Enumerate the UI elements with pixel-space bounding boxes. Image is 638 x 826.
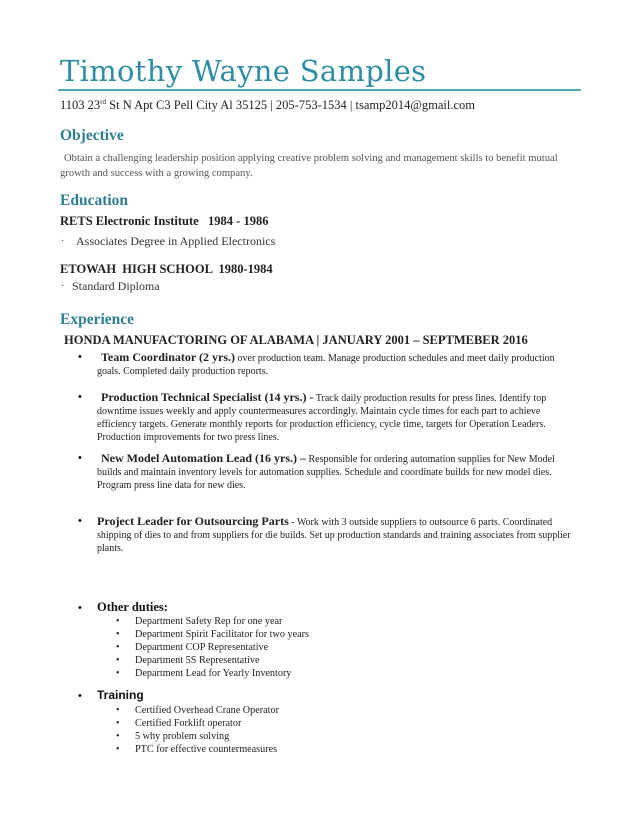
list-item: • Department Lead for Yearly Inventory	[116, 667, 309, 680]
education-detail-2: Standard Diploma	[72, 279, 160, 293]
experience-heading: Experience	[60, 311, 135, 328]
job-title: Team Coordinator (2 yrs.)	[101, 350, 235, 364]
contact-info	[60, 98, 475, 113]
education-heading: Education	[60, 192, 129, 209]
list-item: • PTC for effective countermeasures	[116, 743, 279, 756]
job-title: New Model Automation Lead (16 yrs.) –	[101, 451, 306, 465]
job-description: over production team. Manage production schedules and meet daily production goals. Completed daily production reports.	[97, 353, 555, 377]
education-school-1: RETS Electronic Institute 1984 - 1986	[60, 214, 269, 228]
list-item: • 5 why problem solving	[116, 730, 279, 743]
job-title: Project Leader for Outsourcing Parts	[97, 514, 289, 528]
contact-ordinal-suffix: rd	[100, 97, 107, 106]
job-entry-team-coordinator	[97, 351, 580, 378]
other-duties-bullet: •	[78, 602, 82, 614]
job-description: Track daily production results for press lines. Identify top downtime issues weekly and apply countermeasures accordingly. Maintain cycle times for each part to achieve efficiency targets. Generate monthly reports for production efficiency, cycle time, targets for Operation Leaders. Production improvements for two press lines.	[97, 393, 547, 443]
list-item: • Department Safety Rep for one year	[116, 615, 309, 628]
education-detail-1: Associates Degree in Applied Electronics	[76, 234, 276, 248]
job-bullet-3: •	[78, 452, 82, 464]
training-bullet: •	[78, 690, 82, 702]
list-item: • Department Spirit Facilitator for two years	[116, 628, 309, 641]
training-heading: Training	[97, 688, 144, 702]
list-item: • Department 5S Representative	[116, 654, 309, 667]
other-duties-heading: Other duties:	[97, 600, 168, 614]
training-list	[116, 704, 279, 756]
header-divider	[58, 89, 581, 91]
education-school-2: ETOWAH HIGH SCHOOL 1980-1984	[60, 262, 273, 276]
other-duties-list	[116, 615, 309, 680]
job-entry-production-technical-specialist	[97, 391, 580, 444]
objective-heading: Objective	[60, 127, 124, 144]
education-bullet-2: ·	[61, 281, 65, 292]
job-entry-new-model-automation-lead	[97, 452, 580, 492]
employer-line: HONDA MANUFACTORING OF ALABAMA | JANUARY 2001 – SEPTMEBER 2016	[64, 333, 528, 347]
job-bullet-4: •	[78, 515, 82, 527]
list-item: • Certified Forklift operator	[116, 717, 279, 730]
job-description: - Work with 3 outside suppliers to outsource 6 parts. Coordinated shipping of dies to and from suppliers for die builds. Set up production standards and training associates from supplier plants.	[97, 517, 571, 554]
list-item: • Certified Overhead Crane Operator	[116, 704, 279, 717]
job-bullet-1: •	[78, 351, 82, 363]
objective-text: Obtain a challenging leadership position applying creative problem solving and management skills to benefit mutual growth and success with a growing company.	[60, 153, 558, 179]
job-entry-project-leader-outsourcing	[97, 515, 580, 555]
job-title: Production Technical Specialist (14 yrs.) -	[101, 390, 314, 404]
job-description: Responsible for ordering automation supplies for New Model builds and maintain inventory levels for automation supplies. Schedule and coordinate builds for new model dies. Program press line data for new dies.	[97, 454, 555, 491]
job-bullet-2: •	[78, 391, 82, 403]
resume-name: Timothy Wayne Samples	[60, 54, 427, 88]
list-item: • Department COP Representative	[116, 641, 309, 654]
education-bullet-1: ·	[61, 236, 65, 247]
contact-details: St N Apt C3 Pell City Al 35125 | 205-753-1534 | tsamp2014@gmail.com	[106, 98, 475, 112]
contact-address-number: 1103 23	[60, 98, 101, 112]
